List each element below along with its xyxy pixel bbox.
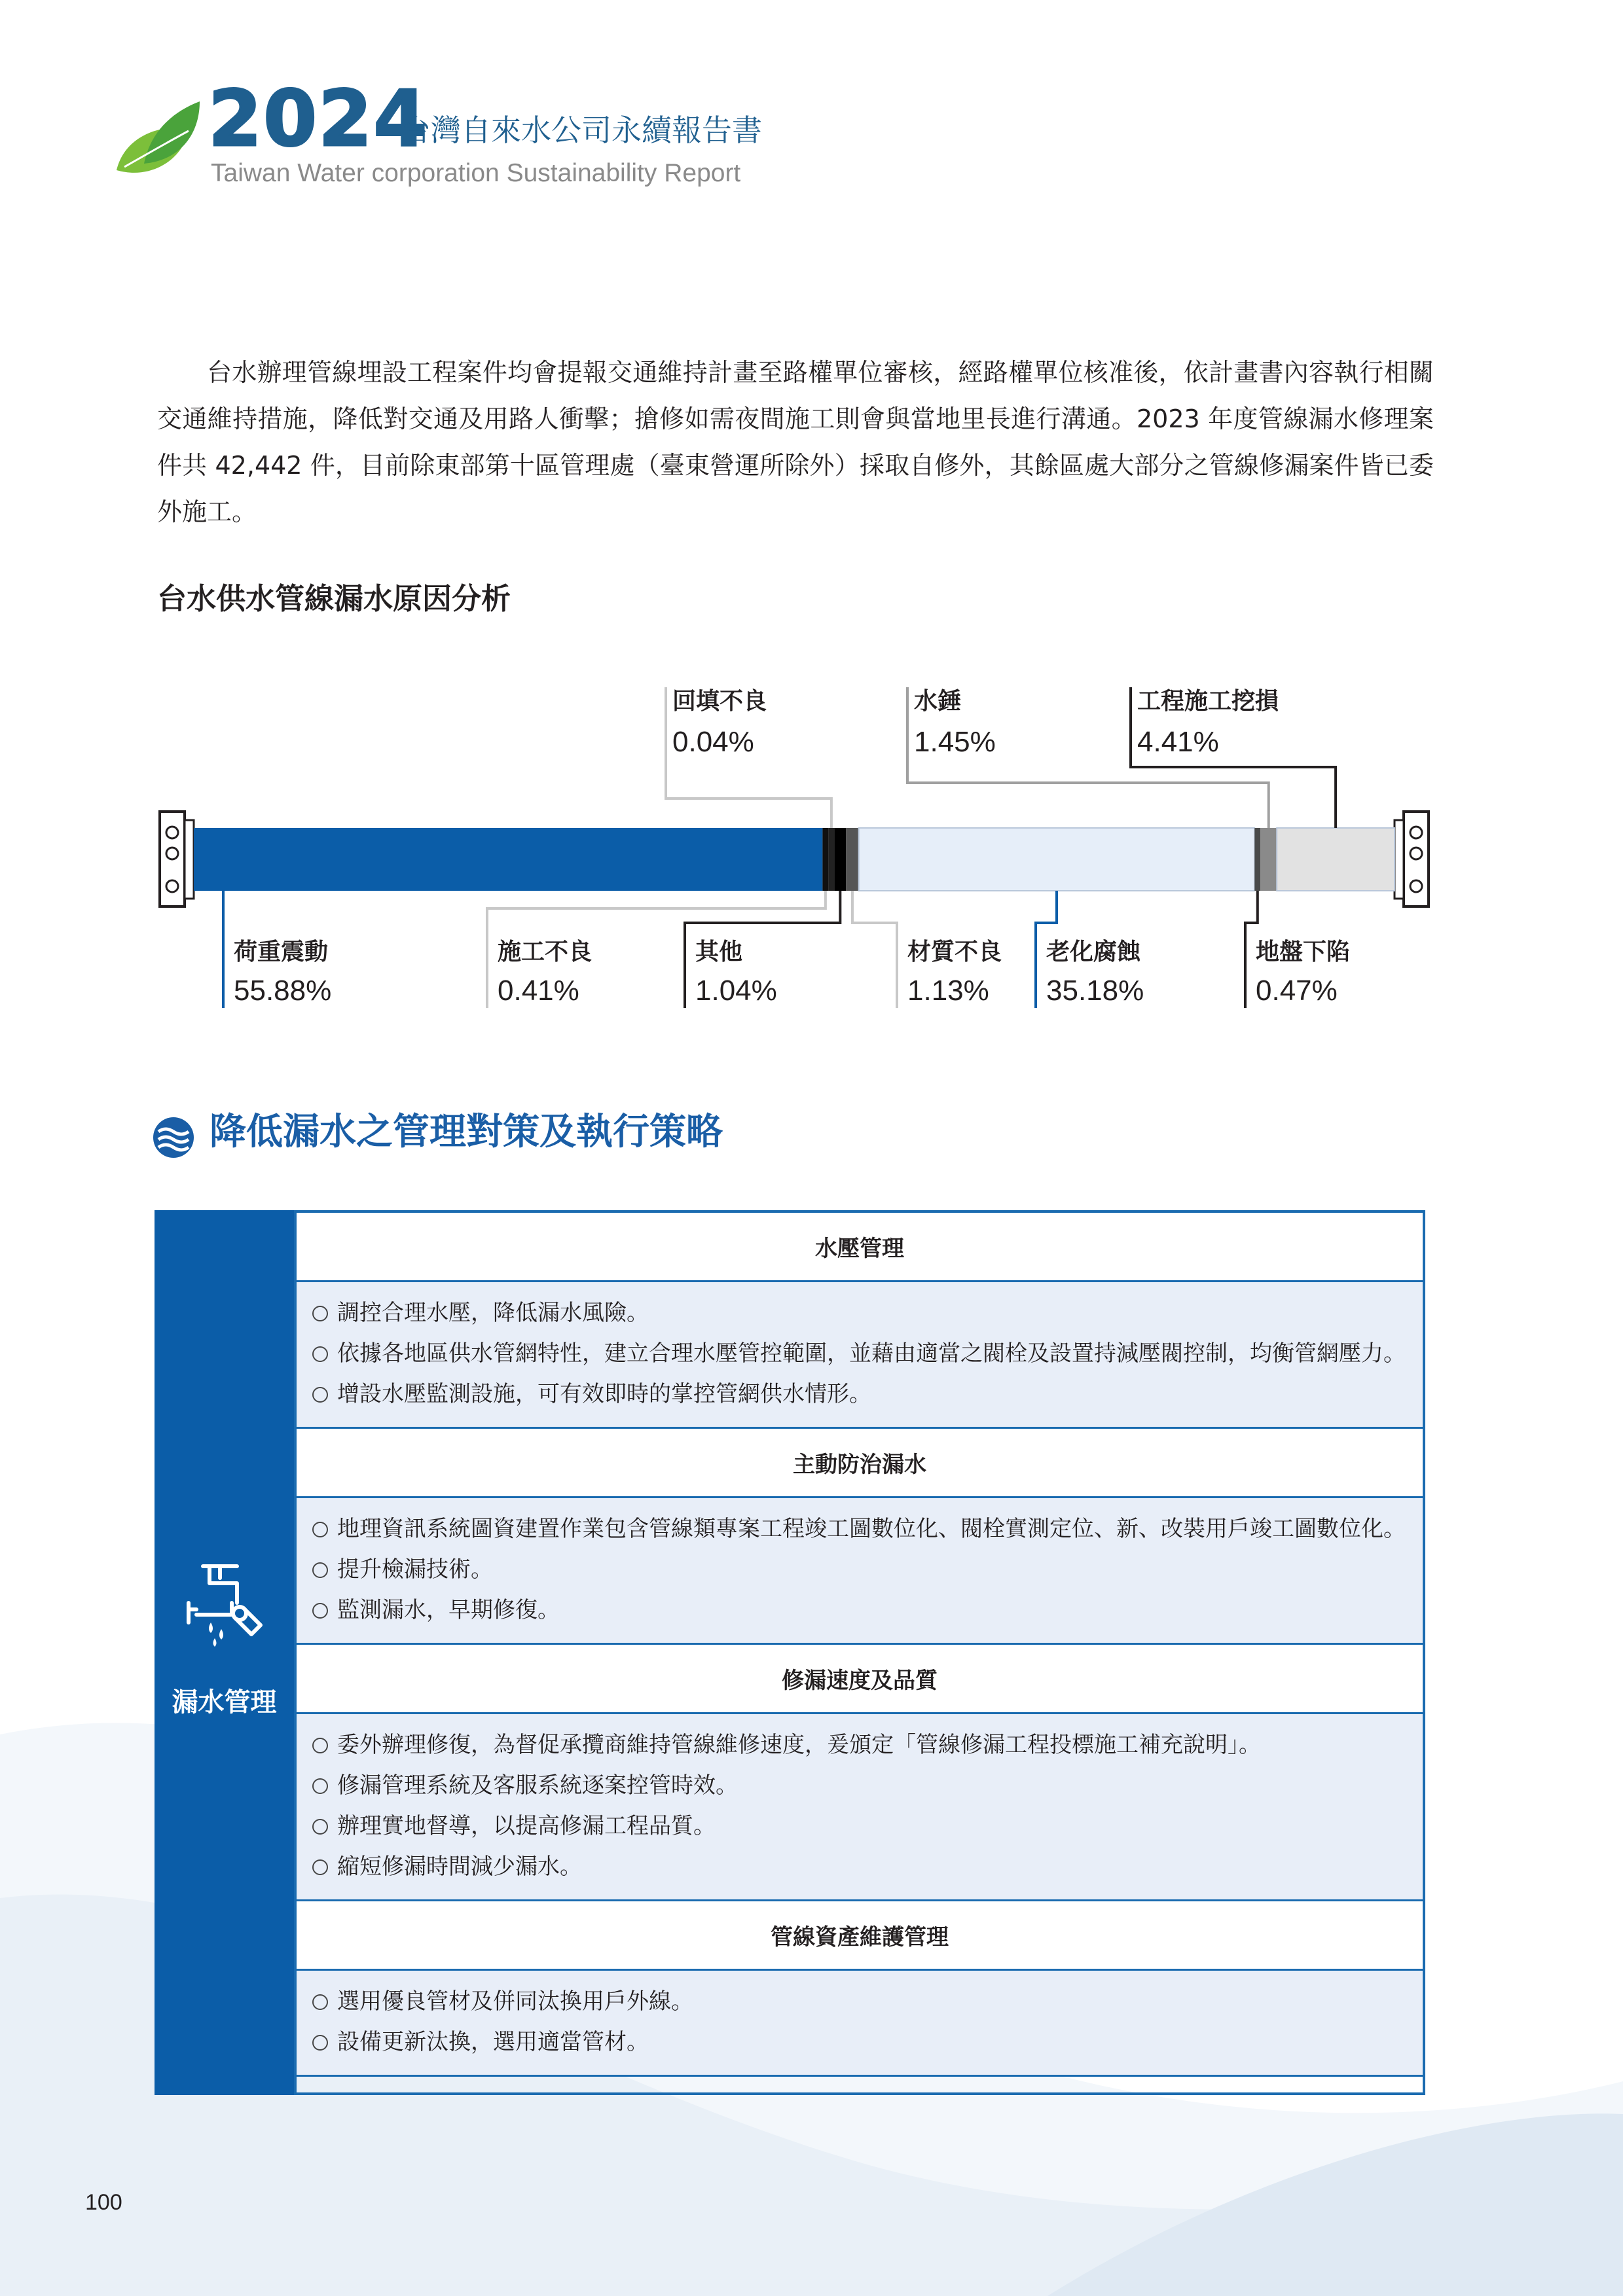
table-item-text: 修漏管理系統及客服系統逐案控管時效。 [337,1772,738,1799]
report-subtitle: Taiwan Water corporation Sustainability Report [211,159,741,187]
circle-bullet-icon [312,1387,328,1403]
table-list-item [312,1549,1423,1590]
segment-value-1: 55.88% [234,975,332,1007]
segment-label-1: 荷重震動 [234,939,329,965]
bar-segment-3 [828,828,834,891]
table-list-item [312,2022,1423,2062]
leaf-logo-icon [111,98,203,190]
pipe-collar-left [185,820,194,899]
table-group-heading: 修漏速度及品質 [297,1645,1423,1714]
segment-value-8: 1.45% [914,726,996,758]
table-group-heading: 主動防治漏水 [297,1429,1423,1498]
circle-bullet-icon [312,2035,328,2051]
circle-bullet-icon [312,1994,328,2010]
intro-paragraph: 台水辦理管線埋設工程案件均會提報交通維持計畫至路權單位審核，經路權單位核准後，依計畫書內容執行相關交通維持措施，降低對交通及用路人衝擊；搶修如需夜間施工則會與當地里長進行溝通。2023 年度管線漏水修理案件共 42,442 件，目前除東部第十區管理處（臺東營運所除外）採取自修外，其餘區處大部分之管線修漏案件皆已委外施工。 [157,358,1434,526]
table-list-item [312,1374,1423,1414]
water-wave-icon [153,1117,194,1158]
table-list-item [312,1509,1423,1549]
pipe-flange-right [1404,812,1429,906]
table-group-body [297,1282,1423,1429]
table-list-item [312,1981,1423,2022]
segment-label-6: 老化腐蝕 [1046,939,1141,965]
bar-segment-1 [194,828,822,891]
segment-label-5: 材質不良 [907,939,1002,965]
leaking-pipe-wrench-icon [183,1557,268,1649]
circle-bullet-icon [312,1738,328,1753]
pipe-collar-right [1395,820,1404,899]
table-group-heading: 管線資產維護管理 [297,1901,1423,1971]
table-list-item [312,1590,1423,1630]
table-item-text: 縮短修漏時間減少漏水。 [337,1854,582,1880]
table-list-item [312,1293,1423,1333]
leak-management-table [155,1210,1425,2095]
table-group-body [297,1714,1423,1901]
circle-bullet-icon [312,1819,328,1835]
circle-bullet-icon [312,1522,328,1537]
circle-bullet-icon [312,1306,328,1321]
segment-value-2: 0.41% [498,975,579,1007]
table-item-text: 監測漏水，早期修復。 [337,1597,560,1623]
bar-segment-2 [822,828,828,891]
table-item-text: 選用優良管材及併同汰換用戶外線。 [337,1988,693,2015]
table-item-text: 委外辦理修復，為督促承攬商維持管線維修速度，爰頒定「管線修漏工程投標施工補充說明」。 [337,1732,1261,1758]
circle-bullet-icon [312,1778,328,1794]
table-item-text: 增設水壓監測設施，可有效即時的掌控管網供水情形。 [337,1381,871,1407]
bar-segment-9 [1277,828,1395,891]
circle-bullet-icon [312,1603,328,1619]
table-item-text: 依據各地區供水管網特性，建立合理水壓管控範圍，並藉由適當之閥栓及設置持減壓閥控制，均衡管網壓力。 [337,1340,1406,1367]
page-number: 100 [85,2190,122,2215]
table-item-text: 辦理實地督導，以提高修漏工程品質。 [337,1813,716,1839]
section-title: 降低漏水之管理對策及執行策略 [210,1111,723,1153]
table-item-text: 地理資訊系統圖資建置作業包含管線類專案工程竣工圖數位化、閥栓實測定位、新、改裝用戶竣工圖數位化。 [337,1516,1406,1542]
table-item-text: 調控合理水壓，降低漏水風險。 [337,1300,649,1326]
segment-value-9: 4.41% [1137,726,1219,758]
segment-value-4: 1.04% [695,975,777,1007]
table-list-item [312,1806,1423,1846]
table-item-text: 設備更新汰換，選用適當管材。 [337,2029,649,2055]
leader-line-5 [852,891,897,1008]
bar-segment-6 [859,828,1255,891]
bar-segment-5 [846,828,858,891]
segment-value-7: 0.47% [1256,975,1338,1007]
table-list-item [312,1765,1423,1806]
leak-cause-chart [0,655,1623,1021]
segment-value-3: 0.04% [672,726,754,758]
bar-segment-8 [1260,828,1277,891]
report-year: 2024 [208,73,429,164]
table-item-text: 提升檢漏技術。 [337,1556,493,1583]
segment-value-6: 35.18% [1046,975,1144,1007]
table-side-label: 漏水管理 [172,1687,277,1717]
pipe-flange-left [160,812,185,906]
table-group-heading: 水壓管理 [297,1213,1423,1282]
report-title: 台灣自來水公司永續報告書 [401,113,762,148]
table-content [294,1210,1425,2095]
segment-value-5: 1.13% [907,975,989,1007]
segment-label-3: 回填不良 [672,688,767,715]
segment-label-9: 工程施工挖損 [1137,688,1279,715]
circle-bullet-icon [312,1859,328,1875]
segment-label-4: 其他 [695,939,743,965]
table-group-body [297,1498,1423,1645]
bar-segment-7 [1254,828,1260,891]
bar-segment-4 [834,828,846,891]
table-list-item [312,1725,1423,1765]
table-group-body [297,1971,1423,2077]
segment-label-2: 施工不良 [498,939,593,965]
chart-title: 台水供水管線漏水原因分析 [157,581,511,616]
table-list-item [312,1846,1423,1887]
circle-bullet-icon [312,1562,328,1578]
circle-bullet-icon [312,1346,328,1362]
table-side-column [155,1210,294,2095]
table-list-item [312,1333,1423,1374]
segment-label-8: 水錘 [914,688,962,715]
segment-label-7: 地盤下陷 [1256,939,1351,965]
